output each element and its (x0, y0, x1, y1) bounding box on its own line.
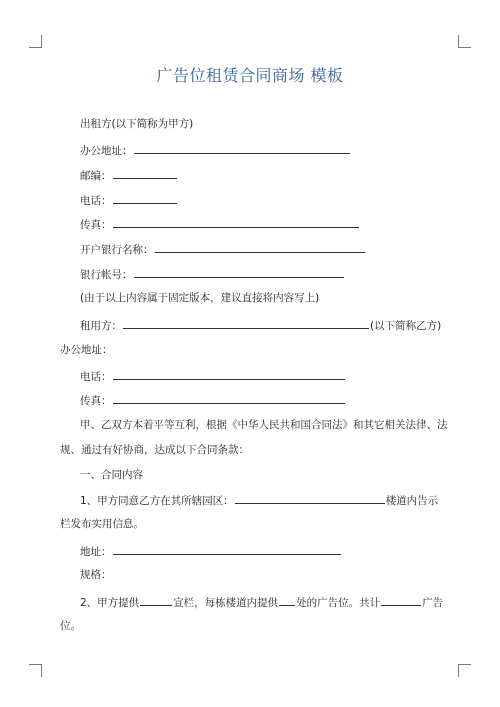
crop-mark-bottom-right (458, 664, 471, 677)
crop-mark-top-right (458, 35, 471, 48)
lessor-office-address-field[interactable] (134, 142, 350, 154)
preamble-line-1: 甲、乙双方本着平等互利，根据《中华人民共和国合同法》和其它相关法律、法 (80, 419, 448, 431)
address-field[interactable] (113, 543, 341, 555)
spec-label: 规格： (80, 569, 112, 581)
clause-1-line-2: 栏发布实用信息。 (60, 518, 144, 530)
clause-2-line-2: 位。 (60, 620, 81, 632)
lessor-bank-name-field[interactable] (155, 241, 365, 253)
lessor-phone-label: 电话： (80, 195, 112, 207)
lessee-phone-field[interactable] (113, 368, 345, 380)
clause-2-row (80, 594, 443, 610)
address-row (80, 543, 342, 559)
lessor-phone-field[interactable] (113, 192, 177, 204)
lessee-fax-row (80, 392, 346, 408)
lessor-phone-row (80, 192, 178, 208)
section-1-heading: 一、合同内容 (80, 469, 143, 481)
document-title: 广告位租赁合同商场 模板 (156, 66, 344, 85)
clause-1-row (80, 492, 438, 508)
lessee-suffix: (以下简称乙方) (370, 320, 442, 332)
lessee-label: 租用方： (80, 320, 122, 332)
clause-2-part-c: 处的广告位。共计 (296, 597, 381, 609)
lessor-fax-label: 传真： (80, 219, 112, 231)
lessor-bank-name-row (80, 241, 366, 257)
lessee-office-address-label: 办公地址： (60, 344, 113, 356)
crop-mark-top-left (29, 35, 42, 48)
lessor-postcode-field[interactable] (113, 167, 177, 179)
clause-1-start: 1、甲方同意乙方在其所辖园区： (80, 495, 234, 507)
lessor-fax-field[interactable] (113, 216, 359, 228)
clause-2-part-a: 2、甲方提供 (80, 597, 140, 609)
clause-2-part-b: 宣栏，每栋楼道内提供 (173, 597, 279, 609)
clause-2-part-d: 广告 (422, 597, 444, 609)
lessor-bank-name-label: 开户银行名称： (80, 244, 154, 256)
lessor-fax-row (80, 216, 360, 232)
lessor-bank-account-row (80, 266, 345, 282)
lessor-office-address-row (80, 142, 351, 158)
crop-mark-bottom-left (29, 664, 42, 677)
clause-2-total-field[interactable] (381, 594, 421, 606)
address-label: 地址： (80, 546, 112, 558)
lessor-office-address-label: 办公地址： (80, 145, 133, 157)
clause-2-count-field[interactable] (140, 594, 172, 606)
clause-1-park-field[interactable] (235, 492, 385, 504)
lessor-label: 出租方(以下简称为甲方) (80, 118, 194, 130)
preamble-line-2: 规、通过有好协商，达成以下合同条款： (60, 444, 249, 456)
lessee-fax-label: 传真： (80, 395, 112, 407)
lessee-phone-row (80, 368, 346, 384)
clause-1-end: 楼道内告示 (385, 495, 439, 507)
lessee-phone-label: 电话： (80, 371, 112, 383)
lessor-postcode-row (80, 167, 178, 183)
lessor-bank-account-field[interactable] (134, 266, 344, 278)
lessor-postcode-label: 邮编： (80, 170, 112, 182)
fixed-version-note: (由于以上内容属于固定版本，建议直接将内容写上) (80, 292, 320, 304)
lessee-name-field[interactable] (123, 317, 369, 329)
lessor-bank-account-label: 银行帐号： (80, 269, 133, 281)
lessee-fax-field[interactable] (113, 392, 345, 404)
lessee-row (80, 317, 441, 333)
clause-2-per-building-field[interactable] (279, 594, 295, 606)
